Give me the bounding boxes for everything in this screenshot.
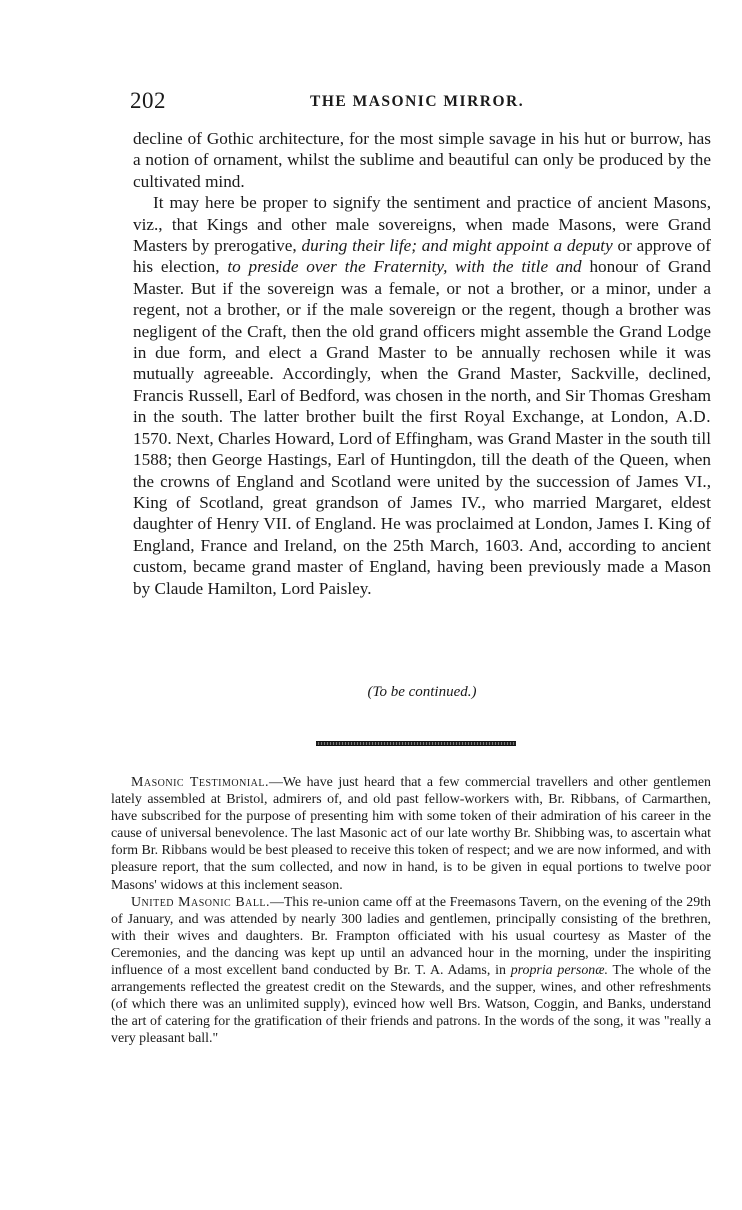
news-section <box>111 774 711 1048</box>
news-item-united-masonic-ball <box>111 894 711 1048</box>
page-number: 202 <box>130 88 166 113</box>
news-item-heading: United Masonic Ball. <box>131 894 271 910</box>
main-article-text <box>133 128 711 599</box>
news-item-body: —We have just heard that a few commercial travellers and other gentlemen lately assembled at Bristol, admirers of, and old past fellow-workers with, Br. Ribbans, of Carmarthen, have subscribed for the purpose of presenting him with some token of their admiration of his career in the cause of universal benevolence. The last Masonic act of our late worthy Br. Shibbing was, to ascertain what form Br. Ribbans would be best pleased to receive this token of respect; and we are now informed, and with pleasure report, that the sum collected, and now in hand, is to be given in equal portions to twelve poor Masons' widows at this inclement season. <box>111 775 711 893</box>
paragraph-grand-masters <box>133 192 711 599</box>
paragraph-2-italic-1: during their life; and might appoint a deputy <box>301 236 613 256</box>
running-title: THE MASONIC MIRROR. <box>310 93 525 110</box>
paragraph-2-text-3: honour of Grand Master. But if the sovereign was a female, or not a brother, or a minor, under a regent, not a brother, or if the male sovereign or the regent, though a brother was negligent of the Craft, then the old grand officers might assemble the Grand Lodge in due form, and elect a Grand Master to be annually rechosen while it was mutually agreeable. Accordingly, when the Grand Master, Sackville, declined, Francis Russell, Earl of Bedford, was chosen in the north, and Sir Thomas Gresham in the south. The latter brother built the first Royal Exchange, at London, <box>133 257 711 427</box>
page-header <box>130 88 710 118</box>
to-be-continued-note: (To be continued.) <box>367 684 477 700</box>
news-item-italic-phrase: propria personæ. <box>510 963 608 979</box>
paragraph-2-text-4: 1570. Next, Charles Howard, Lord of Effingham, was Grand Master in the south till 1588; then George Hastings, Earl of Huntingdon, till the death of the Queen, when the crowns of England and Scotland were united by the succession of James VI., King of Scotland, great grandson of James IV., who married Margaret, eldest daughter of Henry VII. of England. He was proclaimed at London, James I. King of England, France and Ireland, on the 25th March, 1603. And, according to ancient custom, became grand master of England, having been previously made a Mason by Claude Hamilton, Lord Paisley. <box>133 428 711 598</box>
news-item-body: —This re-union came off at the Freemasons Tavern, on the evening of the 29th of January, and was attended by nearly 300 ladies and gentlemen, principally consisting of the brethren, with their wives and daughters. Br. Frampton officiated with his usual courtesy as Master of the Ceremonies, and the dancing was kept up until an advanced hour in the morning, under the inspiriting influence of a most excellent band conducted by Br. T. A. Adams, in <box>111 894 711 979</box>
paragraph-2-text-2: or approve of his election, <box>133 236 712 277</box>
section-divider <box>316 741 516 746</box>
paragraph-2-italic-2: to preside over the Fraternity, with the title and <box>227 257 582 277</box>
paragraph-gothic-architecture: decline of Gothic architecture, for the most simple savage in his hut or burrow, has a notion of ornament, whilst the sublime and beautiful can only be produced by the cultivated mind. <box>133 129 711 191</box>
news-item-body-continued: The whole of the arrangements reflected the greatest credit on the Stewards, and the supper, wines, and other refreshments (of which there was an unlimited supply), evinced how well Brs. Watson, Coggin, and Banks, understand the art of catering for the gratification of their friends and patrons. In the words of the song, it was "really a very pleasant ball." <box>111 963 711 1047</box>
news-item-heading: Masonic Testimonial. <box>131 775 269 790</box>
paragraph-2-text-1: It may here be proper to signify the sentiment and practice of ancient Masons, viz., that Kings and other male sovereigns, when made Masons, were Grand Masters by prerogative, <box>133 193 711 256</box>
anno-domini-abbreviation: A.D. <box>675 407 711 427</box>
news-item-masonic-testimonial <box>111 774 711 894</box>
